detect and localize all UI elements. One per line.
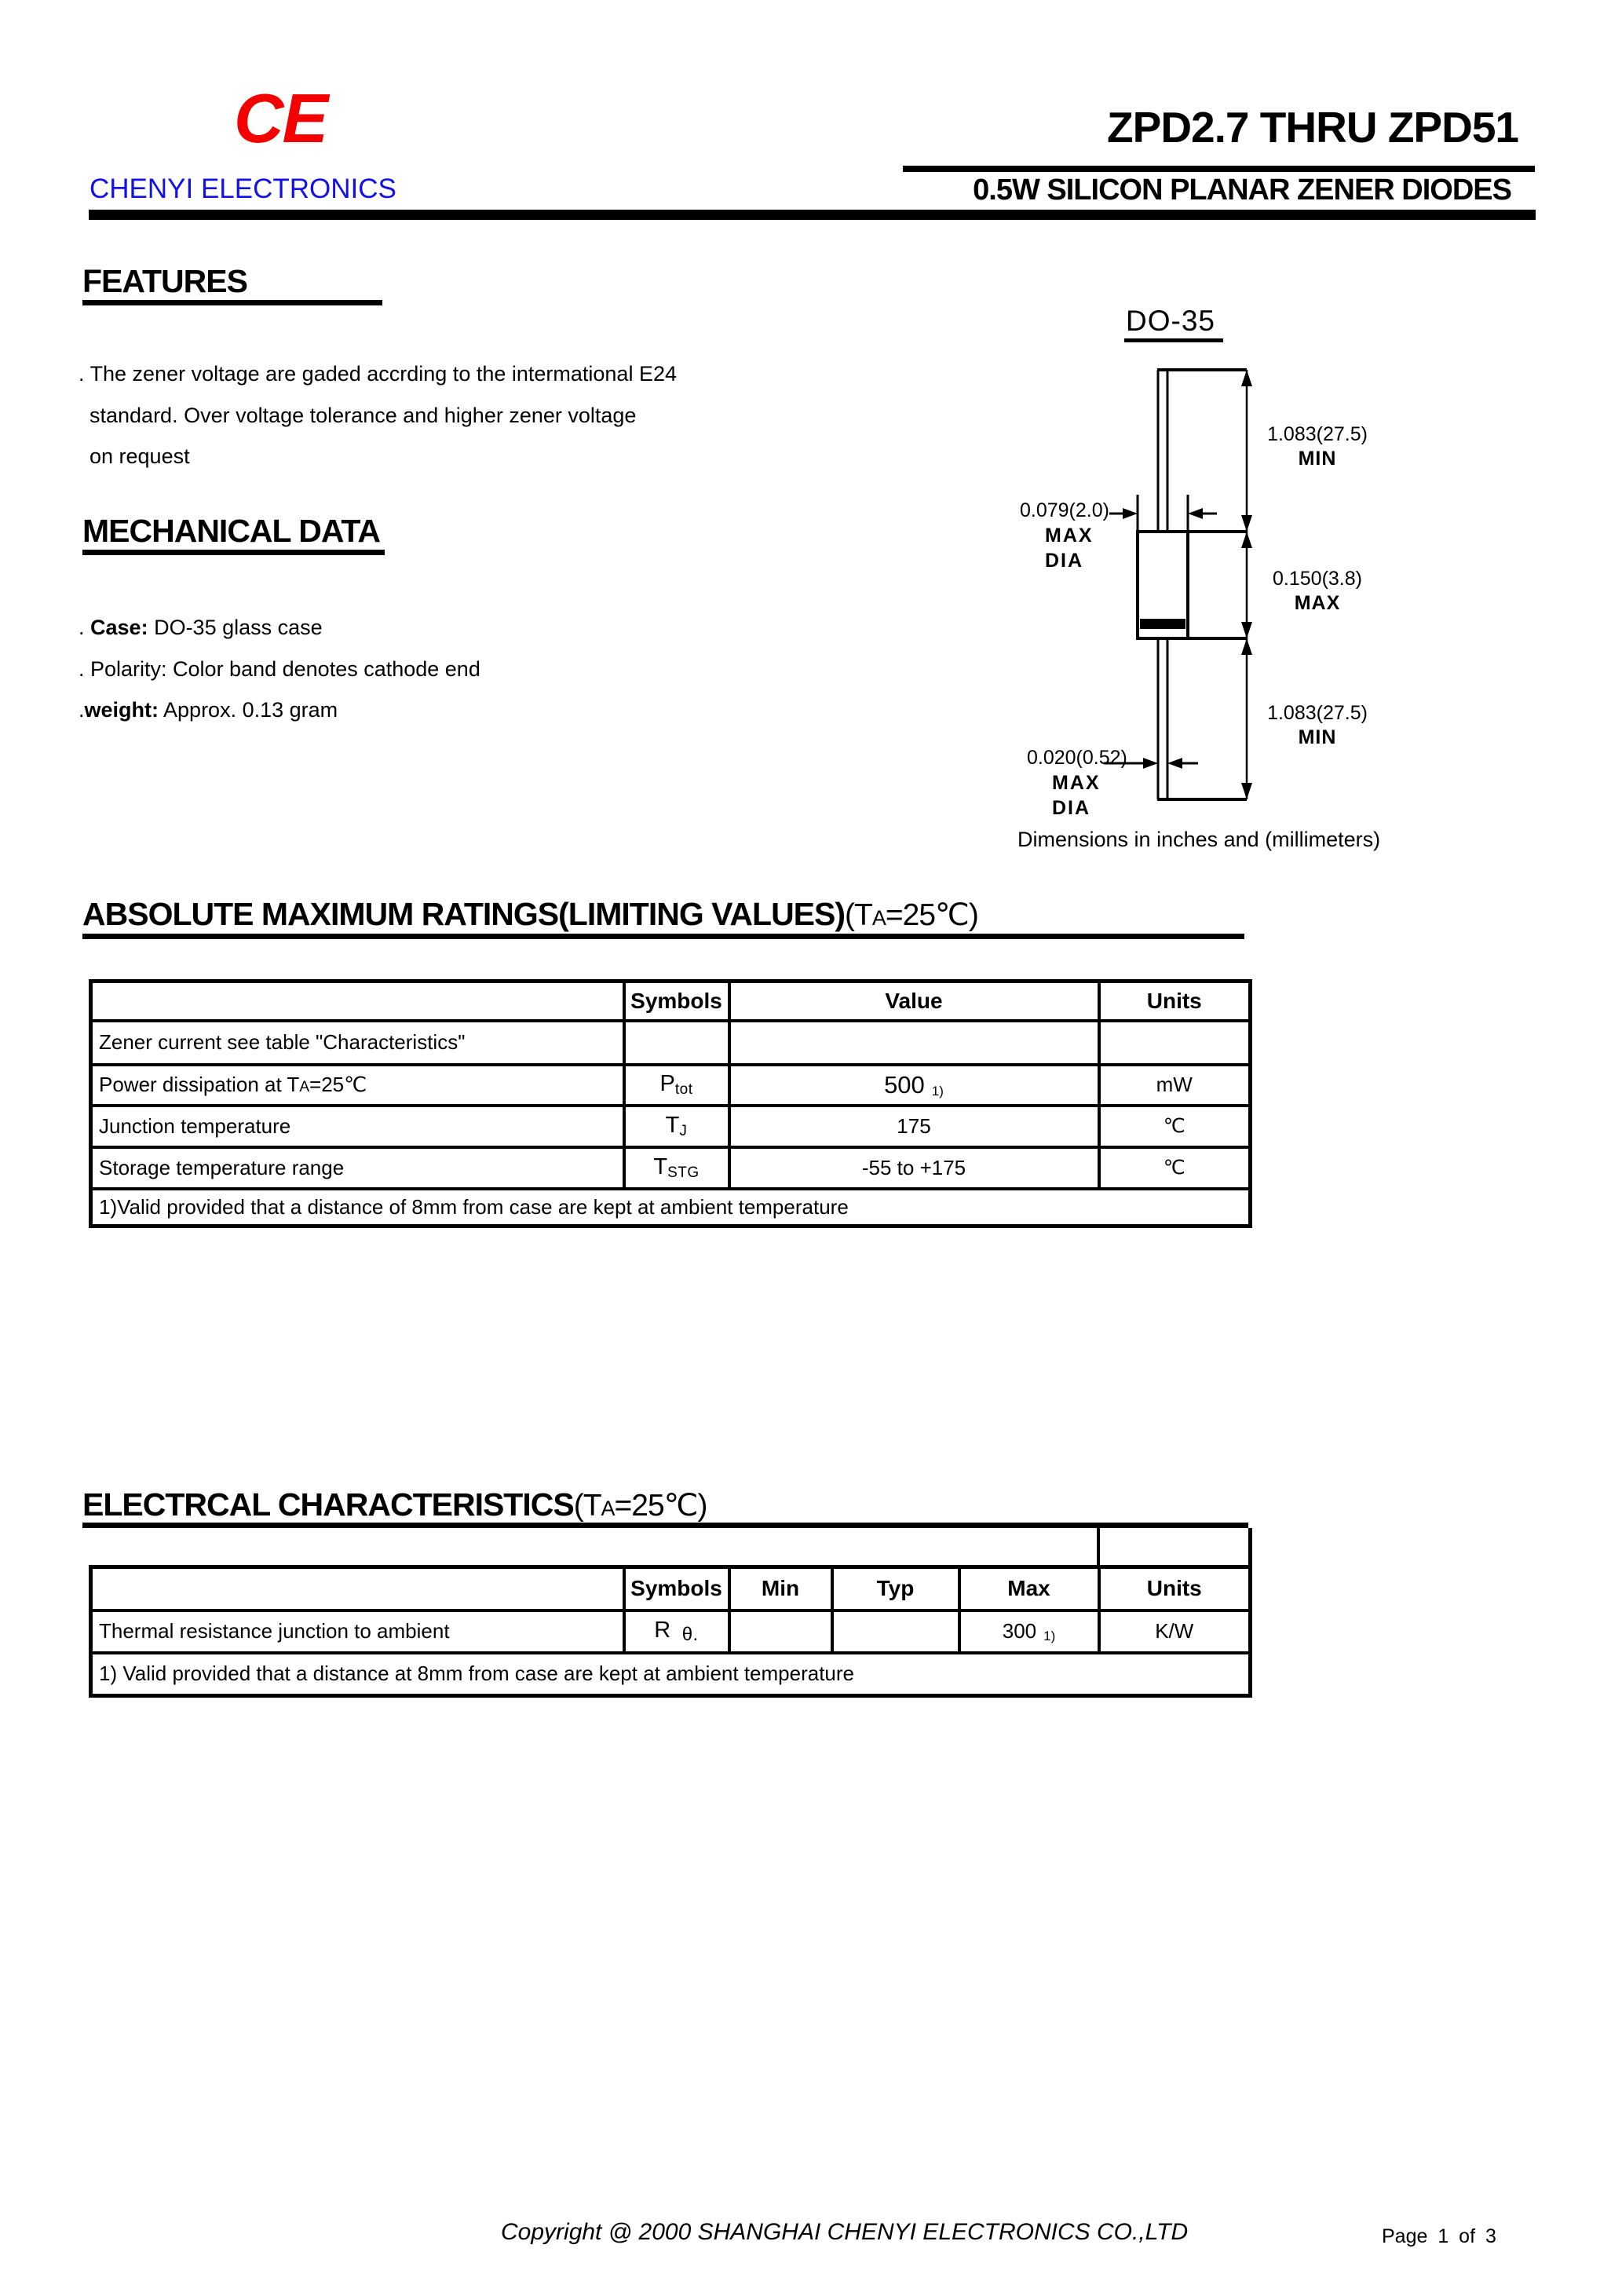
features-line: on request [90,444,190,468]
case-text: DO-35 glass case [148,616,323,639]
company-name: CHENYI ELECTRONICS [90,174,396,204]
symbol-cell [624,1021,729,1065]
symbol-cell: R θ. [624,1610,729,1653]
value-cell: -55 to +175 [729,1147,1099,1189]
header-rule [89,210,1536,220]
ratings-heading-main: ABSOLUTE MAXIMUM RATINGS(LIMITING VALUES) [82,896,846,932]
subtitle-overline [903,166,1535,172]
col-header-typ: Typ [832,1567,959,1610]
bullet: . [79,698,85,722]
table-row [91,1610,1251,1653]
max-cell: 300 1) [959,1610,1099,1653]
package-name-underline [1124,338,1223,342]
param-cell: Storage temperature range [91,1147,624,1189]
empty-header-cell [91,1567,624,1610]
typ-cell [832,1610,959,1653]
value-cell [729,1021,1099,1065]
param-cell: Junction temperature [91,1106,624,1147]
dim-qualifier: MAX [1045,525,1094,547]
dim-qualifier: MIN [1298,448,1337,470]
dim-value: 1.083(27.5) [1267,423,1368,445]
units-cell [1099,1021,1251,1065]
col-header-value: Value [729,982,1099,1021]
table-row [91,1065,1251,1106]
electrical-underline [82,1523,1248,1528]
units-cell: ℃ [1099,1106,1251,1147]
dim-qualifier: MIN [1298,726,1337,748]
footnote-row [91,1653,1251,1696]
value-cell: 500 1) [729,1065,1099,1106]
part-range-title: ZPD2.7 THRU ZPD51 [1107,103,1518,152]
electrical-test-condition: (TA=25℃) [573,1489,707,1523]
dim-value: 0.079(2.0) [1020,499,1109,521]
col-header-units: Units [1099,982,1251,1021]
param-cell: Thermal resistance junction to ambient [91,1610,624,1653]
mechanical-heading: MECHANICAL DATA [82,513,381,549]
doc-subtitle: 0.5W SILICON PLANAR ZENER DIODES [973,174,1511,207]
dim-body-diameter [1020,498,1109,573]
dim-lead-diameter [1027,745,1127,821]
mechanical-underline [82,550,385,555]
bullet: . [79,616,91,639]
symbol-cell: TJ [624,1106,729,1147]
footnote-row [91,1189,1251,1227]
dim-qualifier: DIA [1045,550,1084,572]
electrical-table [89,1565,1252,1698]
units-cell: ℃ [1099,1147,1251,1189]
col-header-symbols: Symbols [624,982,729,1021]
dim-body-length [1255,567,1380,616]
package-name-label: DO-35 [1126,305,1215,337]
features-line: . The zener voltage are gaded accrding to the intermational E24 [79,362,677,386]
ratings-test-condition: (TA=25℃) [845,898,978,932]
mechanical-weight-item [79,698,338,722]
units-cell: mW [1099,1065,1251,1106]
features-line: standard. Over voltage tolerance and higher zener voltage [90,404,637,427]
table-header-row [91,982,1251,1021]
dimension-units-caption: Dimensions in inches and (millimeters) [1017,828,1381,851]
table-row [91,1106,1251,1147]
table-row [91,1147,1251,1189]
param-cell: Zener current see table "Characteristics" [91,1021,624,1065]
ratings-underline [82,934,1244,939]
dim-qualifier: MAX [1294,592,1341,614]
company-logo: CE [234,79,327,157]
electrical-heading-main: ELECTRCAL CHARACTERISTICS [82,1486,574,1523]
mechanical-case-item [79,616,323,640]
min-cell [729,1610,832,1653]
dim-top-lead-length [1255,422,1380,471]
symbol-cell: TSTG [624,1147,729,1189]
table-footnote: 1)Valid provided that a distance of 8mm from case are kept at ambient temperature [91,1189,1251,1227]
copyright-text: Copyright @ 2000 SHANGHAI CHENYI ELECTRONICS CO.,LTD [501,2219,1189,2245]
weight-text: Approx. 0.13 gram [159,698,338,722]
dim-value: 1.083(27.5) [1267,702,1368,724]
features-underline [82,300,382,305]
units-cell: K/W [1099,1610,1251,1653]
col-header-max: Max [959,1567,1099,1610]
symbol-cell: Ptot [624,1065,729,1106]
units-column-spacer-box [1097,1528,1252,1565]
dim-bottom-lead-length [1255,701,1380,750]
dim-qualifier: MAX [1052,772,1101,794]
electrical-heading [82,1486,707,1523]
dim-qualifier: DIA [1052,797,1091,819]
case-label: Case: [90,616,148,639]
weight-label: weight: [84,698,159,722]
dim-value: 0.150(3.8) [1273,568,1362,590]
table-row [91,1021,1251,1065]
features-heading: FEATURES [82,263,247,299]
dim-value: 0.020(0.52) [1027,747,1127,769]
col-header-units: Units [1099,1567,1251,1610]
mechanical-polarity-item: . Polarity: Color band denotes cathode end [79,657,480,681]
param-cell: Power dissipation at TA=25℃ [91,1065,624,1106]
empty-header-cell [91,982,624,1021]
ratings-table [89,979,1252,1228]
page-number: Page 1 of 3 [1382,2225,1496,2247]
col-header-symbols: Symbols [624,1567,729,1610]
col-header-min: Min [729,1567,832,1610]
ratings-heading [82,896,978,933]
table-footnote: 1) Valid provided that a distance at 8mm from case are kept at ambient temperature [91,1653,1251,1696]
value-cell: 175 [729,1106,1099,1147]
table-header-row [91,1567,1251,1610]
